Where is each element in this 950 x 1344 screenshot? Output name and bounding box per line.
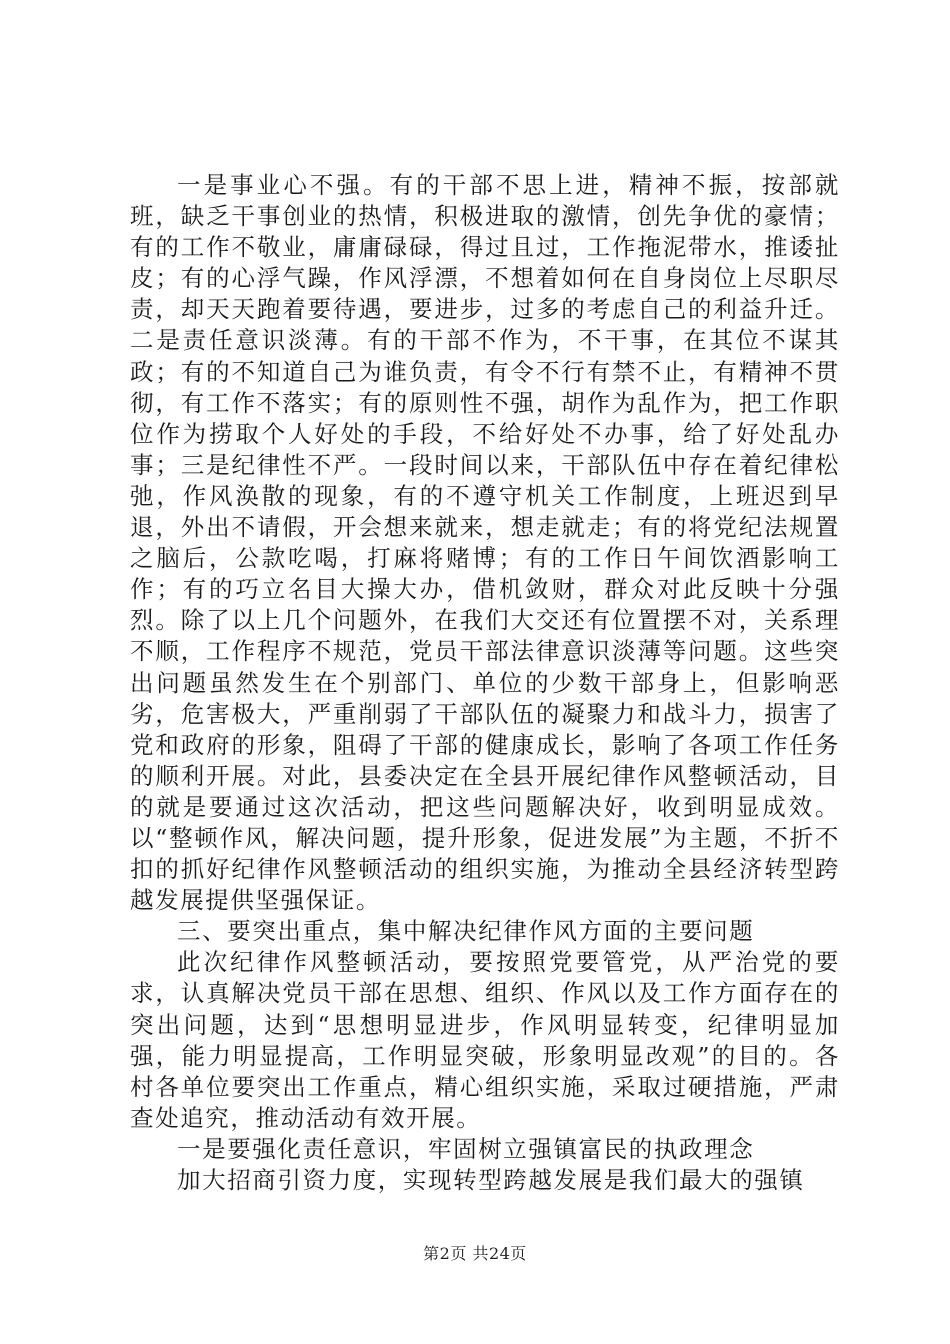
paragraph-investment: 加大招商引资力度，实现转型跨越发展是我们最大的强镇 bbox=[177, 1166, 805, 1194]
paragraph-rectification-activity: 此次纪律作风整顿活动，要按照党要管党，从严治党的要求，认真解决党员干部在思想、组织、作风以及工作方面存在的突出问题，达到“思想明显进步，作风明显转变，纪律明显加强，能力明显提高，工作明显突破，形象明显改观”的目的。各村各单位要突出工作重点，精心组织实施，采取过硬措施，严肃查处追究，推动活动有效开展。 bbox=[130, 948, 840, 1132]
section-heading-three: 三、要突出重点，集中解决纪律作风方面的主要问题 bbox=[177, 917, 755, 946]
subheading-responsibility: 一是要强化责任意识，牢固树立强镇富民的执政理念 bbox=[177, 1134, 755, 1163]
page-number-footer: 第2页 共24页 bbox=[423, 1244, 527, 1263]
paragraph-discipline-problems: 一是事业心不强。有的干部不思上进，精神不振，按部就班，缺乏干事创业的热情，积极进取的激情，创先争优的豪情；有的工作不敬业，庸庸碌碌，得过且过，工作拖泥带水，推诿扯皮；有的心浮气躁，作风浮漂，不想着如何在自身岗位上尽职尽责，却天天跑着要待遇，要进步，过多的考虑自己的利益升迁。二是责任意识淡薄。有的干部不作为，不干事，在其位不谋其政；有的不知道自己为谁负责，有令不行有禁不止，有精神不贯彻，有工作不落实；有的原则性不强，胡作为乱作为，把工作职位作为捞取个人好处的手段，不给好处不办事，给了好处乱办事；三是纪律性不严。一段时间以来，干部队伍中存在着纪律松弛，作风涣散的现象，有的不遵守机关工作制度，上班迟到早退，外出不请假，开会想来就来，想走就走；有的将党纪法规置之脑后，公款吃喝，打麻将赌博；有的工作日午间饮酒影响工作；有的巧立名目大操大办，借机敛财，群众对此反映十分强烈。除了以上几个问题外，在我们大交还有位置摆不对，关系理不顺，工作程序不规范，党员干部法律意识淡薄等问题。这些突出问题虽然发生在个别部门、单位的少数干部身上，但影响恶劣，危害极大，严重削弱了干部队伍的凝聚力和战斗力，损害了党和政府的形象，阻碍了干部的健康成长，影响了各项工作任务的顺利开展。对此，县委决定在全县开展纪律作风整顿活动，目的就是要通过这次活动，把这些问题解决好，收到明显成效。以“整顿作风，解决问题，提升形象，促进发展”为主题，不折不扣的抓好纪律作风整顿活动的组织实施，为推动全县经济转型跨越发展提供坚强保证。 bbox=[130, 171, 840, 915]
document-body bbox=[130, 170, 840, 1196]
